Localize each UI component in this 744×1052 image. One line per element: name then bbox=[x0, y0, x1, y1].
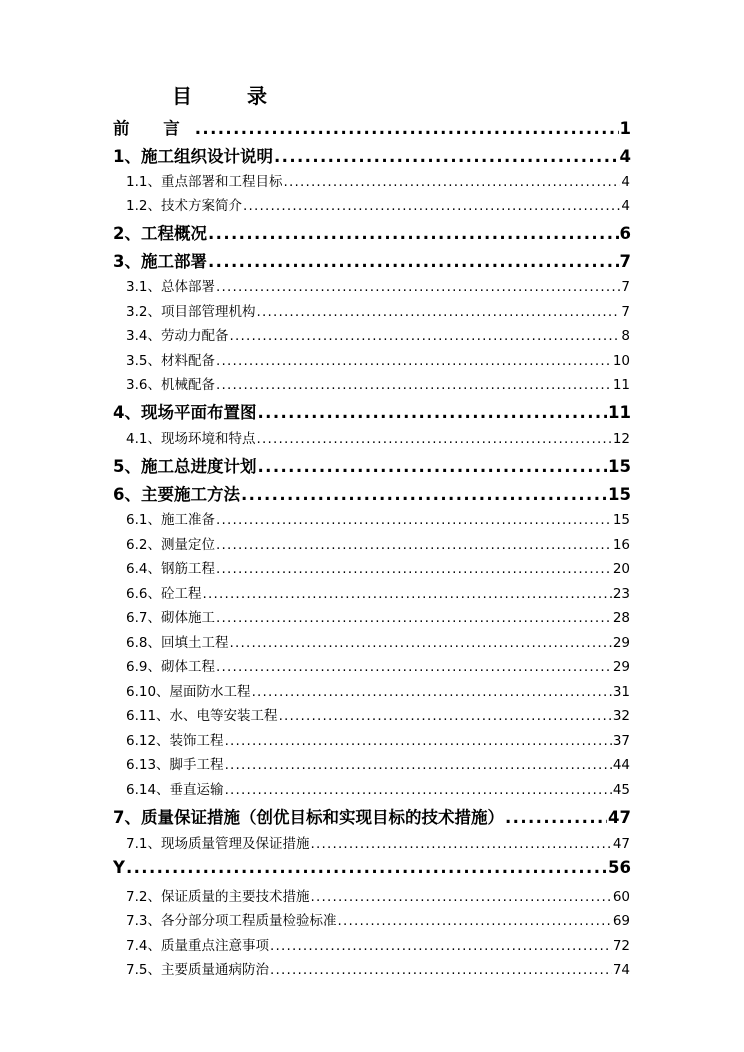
toc-entry-page: 4 bbox=[619, 147, 631, 166]
toc-entry[interactable] bbox=[126, 606, 630, 626]
toc-entry-label: 6.11、水、电等安装工程 bbox=[126, 708, 278, 724]
toc-entry-label: Y bbox=[113, 858, 125, 877]
toc-leader-dots bbox=[208, 224, 619, 243]
toc-leader-dots bbox=[310, 836, 611, 852]
toc-leader-dots bbox=[216, 537, 612, 553]
toc-leader-dots bbox=[225, 782, 612, 798]
toc-leader-dots bbox=[310, 889, 611, 905]
toc-entry[interactable] bbox=[126, 729, 630, 749]
toc-leader-dots bbox=[216, 561, 612, 577]
toc-entry[interactable] bbox=[113, 220, 631, 244]
toc-leader-dots bbox=[208, 252, 619, 271]
toc-entry[interactable] bbox=[113, 858, 631, 877]
toc-entry-label: 6.7、砌体施工 bbox=[126, 610, 215, 626]
toc-leader-dots bbox=[229, 328, 620, 344]
toc-entry-page: 28 bbox=[612, 610, 630, 626]
toc-entry-page: 60 bbox=[612, 889, 630, 905]
toc-entry[interactable] bbox=[113, 115, 631, 139]
toc-entry-label: 7.3、各分部分项工程质量检验标准 bbox=[126, 913, 337, 929]
toc-entry-page: 11 bbox=[612, 377, 630, 393]
toc-entry-page: 15 bbox=[608, 485, 631, 504]
toc-entry-label: 4.1、现场环境和特点 bbox=[126, 431, 256, 447]
toc-entry[interactable] bbox=[126, 655, 630, 675]
toc-entry-page: 29 bbox=[612, 635, 630, 651]
toc-entry[interactable] bbox=[126, 934, 630, 954]
toc-entry-page: 32 bbox=[612, 708, 630, 724]
toc-leader-dots bbox=[505, 808, 607, 827]
toc-entry[interactable] bbox=[126, 373, 630, 393]
toc-leader-dots bbox=[216, 512, 612, 528]
toc-entry-page: 1 bbox=[619, 119, 631, 138]
toc-leader-dots bbox=[225, 757, 612, 773]
toc-entry-page: 4 bbox=[621, 174, 630, 190]
toc-entry-page: 10 bbox=[612, 353, 630, 369]
toc-entry-label: 7.2、保证质量的主要技术措施 bbox=[126, 889, 310, 905]
toc-entry-label: 3.5、材料配备 bbox=[126, 353, 215, 369]
toc-entry-label: 前 言 bbox=[113, 119, 194, 138]
toc-entry-label: 6.12、装饰工程 bbox=[126, 733, 224, 749]
toc-entry-page: 47 bbox=[612, 836, 630, 852]
toc-entry[interactable] bbox=[113, 399, 631, 423]
toc-entry-page: 72 bbox=[612, 938, 630, 954]
toc-entry[interactable] bbox=[126, 885, 630, 905]
toc-entry-label: 6.2、测量定位 bbox=[126, 537, 215, 553]
toc-entry[interactable] bbox=[113, 248, 631, 272]
toc-leader-dots bbox=[229, 635, 611, 651]
toc-entry[interactable] bbox=[126, 631, 630, 651]
toc-leader-dots bbox=[195, 119, 619, 138]
toc-entry-page: 56 bbox=[608, 858, 631, 877]
toc-entry[interactable] bbox=[126, 300, 630, 320]
toc-leader-dots bbox=[274, 147, 619, 166]
toc-entry-label: 6、主要施工方法 bbox=[113, 485, 240, 504]
toc-leader-dots bbox=[243, 198, 620, 214]
toc-entry-page: 74 bbox=[612, 962, 630, 978]
toc-entry[interactable] bbox=[126, 958, 630, 978]
toc-leader-dots bbox=[270, 962, 612, 978]
toc-entry-label: 6.14、垂直运输 bbox=[126, 782, 224, 798]
toc-entry-label: 7、质量保证措施（创优目标和实现目标的技术措施） bbox=[113, 808, 504, 827]
toc-entry[interactable] bbox=[126, 753, 630, 773]
toc-leader-dots bbox=[126, 858, 607, 877]
toc-entry[interactable] bbox=[126, 170, 630, 190]
toc-entry-label: 6.1、施工准备 bbox=[126, 512, 215, 528]
toc-leader-dots bbox=[216, 353, 612, 369]
toc-entry-label: 6.6、砼工程 bbox=[126, 586, 202, 602]
toc-entry[interactable] bbox=[126, 349, 630, 369]
toc-entry-page: 12 bbox=[612, 431, 630, 447]
toc-entry-page: 7 bbox=[621, 304, 630, 320]
toc-entry-label: 7.4、质量重点注意事项 bbox=[126, 938, 269, 954]
toc-entry[interactable] bbox=[126, 582, 630, 602]
toc-leader-dots bbox=[202, 586, 611, 602]
toc-entry-label: 5、施工总进度计划 bbox=[113, 457, 257, 476]
toc-leader-dots bbox=[216, 610, 612, 626]
toc-entry[interactable] bbox=[126, 533, 630, 553]
toc-leader-dots bbox=[257, 457, 607, 476]
toc-leader-dots bbox=[256, 431, 611, 447]
toc-leader-dots bbox=[337, 913, 611, 929]
toc-entry-label: 3.2、项目部管理机构 bbox=[126, 304, 256, 320]
toc-entry-page: 20 bbox=[612, 561, 630, 577]
toc-entry[interactable] bbox=[113, 481, 631, 505]
toc-leader-dots bbox=[241, 485, 607, 504]
toc-entry[interactable] bbox=[126, 832, 630, 852]
toc-entry[interactable] bbox=[126, 557, 630, 577]
toc-leader-dots bbox=[225, 733, 612, 749]
toc-entry-page: 29 bbox=[612, 659, 630, 675]
toc-entry-page: 8 bbox=[621, 328, 630, 344]
toc-entry[interactable] bbox=[113, 143, 631, 167]
toc-leader-dots bbox=[257, 403, 607, 422]
toc-entry-page: 7 bbox=[621, 279, 630, 295]
toc-entry-page: 31 bbox=[612, 684, 630, 700]
toc-entry-label: 7.1、现场质量管理及保证措施 bbox=[126, 836, 310, 852]
toc-entry-page: 11 bbox=[608, 403, 631, 422]
toc-leader-dots bbox=[279, 708, 612, 724]
toc-entry-page: 4 bbox=[621, 198, 630, 214]
toc-entry-label: 1.1、重点部署和工程目标 bbox=[126, 174, 283, 190]
toc-leader-dots bbox=[216, 659, 612, 675]
toc-entry-page: 15 bbox=[612, 512, 630, 528]
toc-entry-page: 6 bbox=[619, 224, 631, 243]
toc-entry-page: 47 bbox=[608, 808, 631, 827]
toc-leader-dots bbox=[216, 377, 612, 393]
toc-entry-page: 7 bbox=[619, 252, 631, 271]
toc-entry[interactable] bbox=[126, 508, 630, 528]
toc-entry-page: 15 bbox=[608, 457, 631, 476]
toc-entry[interactable] bbox=[126, 704, 630, 724]
toc-entry-label: 6.8、回填土工程 bbox=[126, 635, 229, 651]
toc-entry-label: 4、现场平面布置图 bbox=[113, 403, 257, 422]
toc-entry[interactable] bbox=[126, 275, 630, 295]
toc-entry-page: 23 bbox=[612, 586, 630, 602]
toc-entry[interactable] bbox=[126, 778, 630, 798]
toc-entry-page: 16 bbox=[612, 537, 630, 553]
toc-entry-label: 2、工程概况 bbox=[113, 224, 207, 243]
toc-entry[interactable] bbox=[126, 324, 630, 344]
toc-entry[interactable] bbox=[126, 194, 630, 214]
toc-leader-dots bbox=[270, 938, 612, 954]
toc-entry-label: 6.13、脚手工程 bbox=[126, 757, 224, 773]
toc-leader-dots bbox=[252, 684, 612, 700]
toc-entry-label: 1、施工组织设计说明 bbox=[113, 147, 273, 166]
toc-entry[interactable] bbox=[126, 680, 630, 700]
toc-entry-label: 3.6、机械配备 bbox=[126, 377, 215, 393]
toc-entry-page: 44 bbox=[612, 757, 630, 773]
toc-leader-dots bbox=[256, 304, 620, 320]
toc-entry[interactable] bbox=[126, 909, 630, 929]
toc-entry-label: 3、施工部署 bbox=[113, 252, 207, 271]
toc-entry-page: 37 bbox=[612, 733, 630, 749]
toc-leader-dots bbox=[216, 279, 620, 295]
toc-entry-label: 3.1、总体部署 bbox=[126, 279, 215, 295]
toc-entry-page: 69 bbox=[612, 913, 630, 929]
toc-entry-label: 3.4、劳动力配备 bbox=[126, 328, 229, 344]
toc-entry[interactable] bbox=[113, 804, 631, 828]
toc-entry-label: 6.4、钢筋工程 bbox=[126, 561, 215, 577]
toc-entry-page: 45 bbox=[612, 782, 630, 798]
toc-entry[interactable] bbox=[113, 453, 631, 477]
toc-leader-dots bbox=[283, 174, 620, 190]
page-title: 目 录 bbox=[172, 84, 291, 108]
toc-entry-label: 6.9、砌体工程 bbox=[126, 659, 215, 675]
toc-entry-label: 6.10、屋面防水工程 bbox=[126, 684, 251, 700]
toc-entry-label: 7.5、主要质量通病防治 bbox=[126, 962, 269, 978]
toc-entry-label: 1.2、技术方案简介 bbox=[126, 198, 242, 214]
toc-entry[interactable] bbox=[126, 427, 630, 447]
